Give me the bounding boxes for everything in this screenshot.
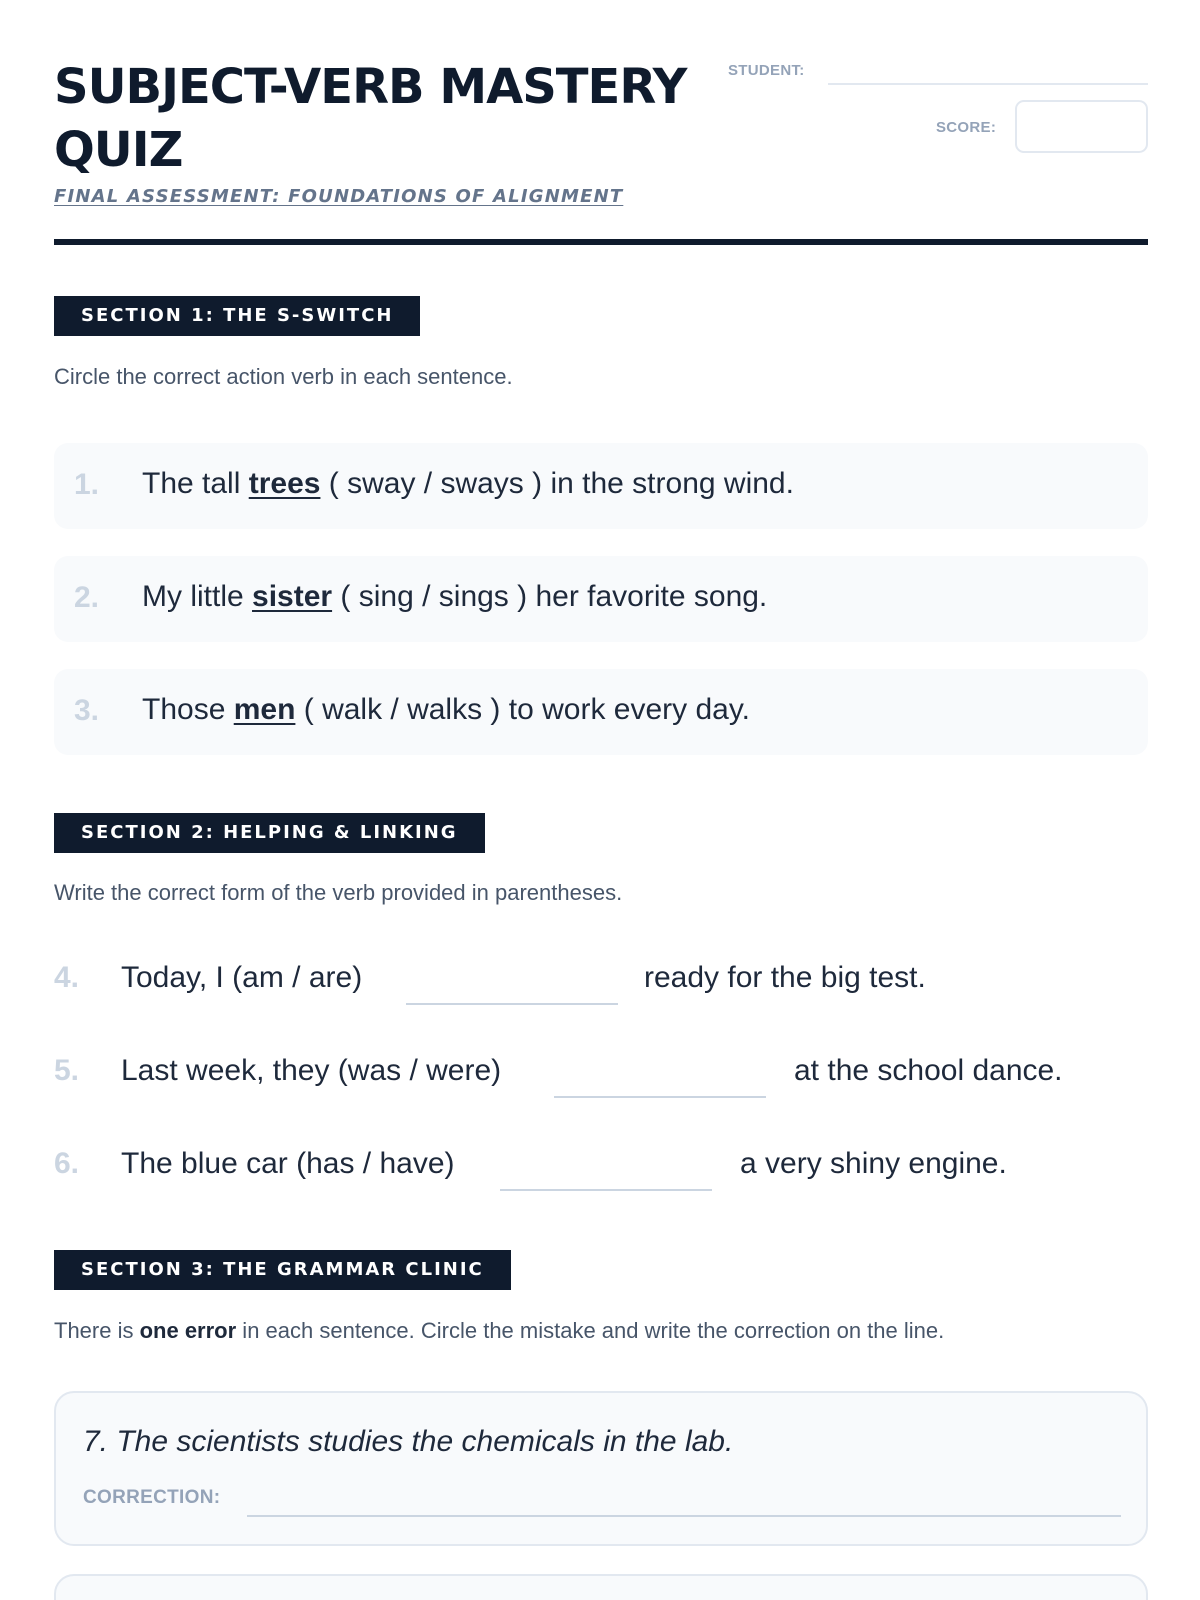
subject-word: sister — [252, 580, 333, 613]
quiz-title: SUBJECT-VERB MASTERY QUIZ — [54, 59, 687, 178]
question-text-after: ready for the big test. — [644, 961, 926, 994]
question-8-card — [54, 1574, 1148, 1600]
question-2 — [54, 556, 1148, 642]
question-text-before: Last week, they (was / were) — [121, 1054, 502, 1087]
question-1 — [54, 443, 1148, 529]
quiz-page — [54, 0, 1148, 1508]
question-text-after: at the school dance. — [794, 1054, 1063, 1087]
section-3-instructions — [54, 1318, 944, 1344]
text-before: Those — [142, 693, 234, 726]
section-1-tag: SECTION 1: THE S-SWITCH — [54, 296, 420, 336]
question-5 — [54, 1046, 1148, 1106]
verb-choices[interactable]: ( sing / sings ) her favorite song. — [332, 580, 768, 613]
correction-label: CORRECTION: — [83, 1487, 221, 1508]
question-7-card — [54, 1391, 1148, 1546]
section-1-instructions: Circle the correct action verb in each sentence. — [54, 364, 513, 389]
instructions-emphasis: one error — [139, 1318, 237, 1343]
question-number: 2. — [74, 581, 100, 614]
quiz-subtitle: FINAL ASSESSMENT: FOUNDATIONS OF ALIGNMENT — [54, 186, 624, 207]
quiz-header — [54, 0, 1148, 246]
question-number: 5. — [54, 1054, 80, 1087]
section-3-tag: SECTION 3: THE GRAMMAR CLINIC — [54, 1250, 511, 1290]
correction-field[interactable] — [247, 1515, 1121, 1517]
instructions-text: in each sentence. Circle the mistake and write the correction on the line. — [236, 1318, 945, 1343]
score-field[interactable] — [1015, 100, 1148, 153]
verb-choices[interactable]: ( sway / sways ) in the strong wind. — [320, 467, 794, 500]
question-6 — [54, 1139, 1148, 1199]
question-text — [142, 580, 767, 614]
answer-blank[interactable] — [500, 1189, 712, 1191]
question-text-after: a very shiny engine. — [740, 1147, 1007, 1180]
question-text — [142, 467, 794, 501]
student-name-field[interactable] — [828, 83, 1148, 85]
answer-blank[interactable] — [554, 1096, 766, 1098]
question-text-before: The blue car (has / have) — [121, 1147, 455, 1180]
question-number: 3. — [74, 694, 100, 727]
subject-word: men — [233, 693, 296, 726]
question-number: 4. — [54, 961, 80, 994]
answer-blank[interactable] — [406, 1003, 618, 1005]
verb-choices[interactable]: ( walk / walks ) to work every day. — [295, 693, 750, 726]
subject-word: trees — [248, 467, 321, 500]
instructions-text: There is — [54, 1318, 140, 1343]
question-4 — [54, 953, 1148, 1013]
section-2-tag: SECTION 2: HELPING & LINKING — [54, 813, 485, 853]
question-3 — [54, 669, 1148, 755]
student-label: STUDENT: — [728, 62, 805, 79]
question-text-before: Today, I (am / are) — [121, 961, 363, 994]
text-before: My little — [142, 580, 253, 613]
question-number: 1. — [74, 468, 100, 501]
text-before: The tall — [142, 467, 249, 500]
section-2-instructions: Write the correct form of the verb provided in parentheses. — [54, 880, 623, 905]
question-number: 6. — [54, 1147, 80, 1180]
score-label: SCORE: — [936, 119, 997, 136]
question-text — [142, 693, 750, 727]
header-divider — [54, 239, 1148, 245]
error-sentence[interactable]: 7. The scientists studies the chemicals in the lab. — [83, 1425, 734, 1458]
